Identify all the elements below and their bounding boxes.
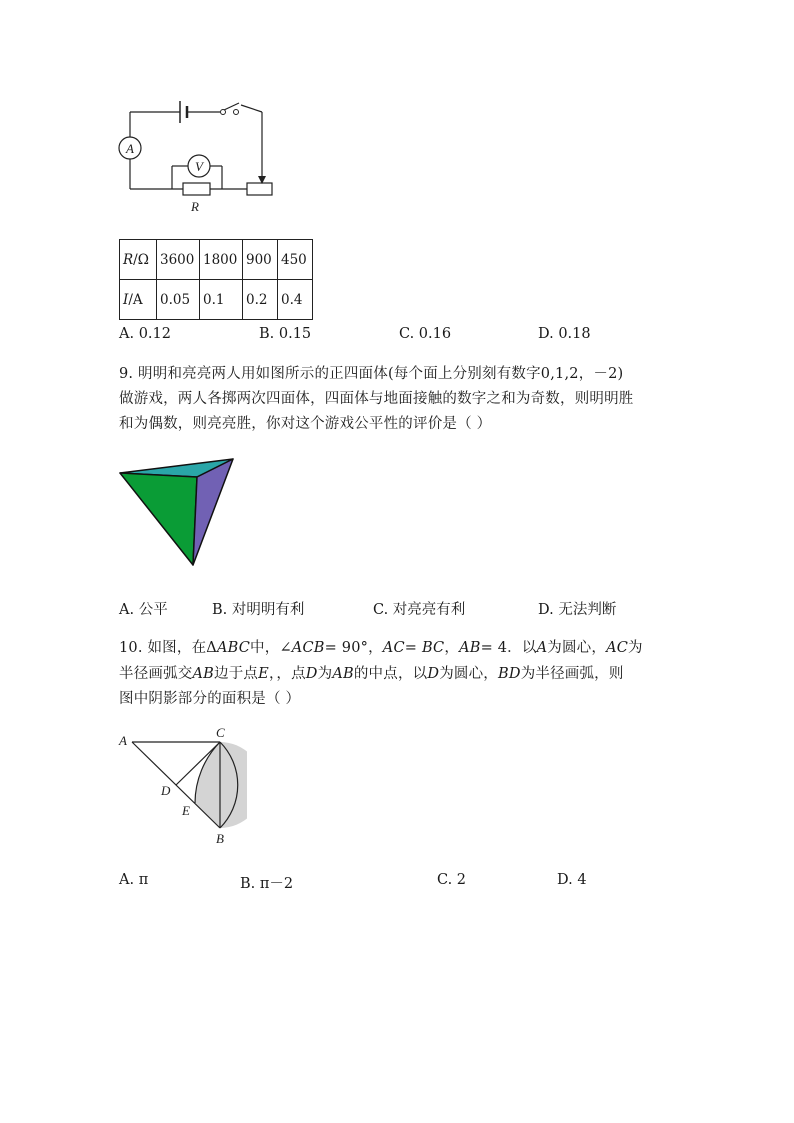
table-cell: 1800 xyxy=(200,240,243,280)
table-cell: 450 xyxy=(278,240,313,280)
q10-option-b[interactable]: B. π－2 xyxy=(240,876,294,892)
resistance-current-table xyxy=(119,239,313,320)
svg-text:A: A xyxy=(126,141,134,156)
table-row xyxy=(120,240,313,280)
geometry-figure xyxy=(112,722,247,850)
circuit-diagram xyxy=(110,92,285,217)
label-d: D xyxy=(161,783,171,798)
label-e: E xyxy=(182,803,190,818)
q9-line-3: 和为偶数，则亮亮胜，你对这个游戏公平性的评价是（ ） xyxy=(119,416,492,432)
resistor xyxy=(183,183,210,195)
q10-line-3: 图中阴影部分的面积是（ ） xyxy=(119,691,301,707)
table-cell: 0.4 xyxy=(278,280,313,320)
q8-option-d[interactable]: D. 0.18 xyxy=(538,326,591,342)
q9-option-d[interactable]: D. 无法判断 xyxy=(538,602,617,618)
table-cell: 3600 xyxy=(157,240,200,280)
table-cell: R/Ω xyxy=(120,240,157,280)
ammeter xyxy=(119,137,141,159)
label-c: C xyxy=(216,725,225,740)
label-b: B xyxy=(216,831,224,846)
table-cell: 0.2 xyxy=(243,280,278,320)
q9-option-c[interactable]: C. 对亮亮有利 xyxy=(373,602,466,618)
q10-option-d[interactable]: D. 4 xyxy=(557,872,587,888)
resistor-label: R xyxy=(191,199,199,214)
rheostat xyxy=(247,183,272,195)
table-cell: 900 xyxy=(243,240,278,280)
q8-option-b[interactable]: B. 0.15 xyxy=(259,326,312,342)
q8-option-a[interactable]: A. 0.12 xyxy=(119,326,171,342)
q10-line-1: 10. 如图，在ΔABC中，∠ACB= 90°，AC= BC，AB= 4．以A为圆心，AC为 xyxy=(119,640,643,656)
svg-text:V: V xyxy=(195,159,203,174)
q9-line-1: 9. 明明和亮亮两人用如图所示的正四面体(每个面上分别刻有数字0,1,2，－2) xyxy=(119,366,624,382)
q10-option-a[interactable]: A. π xyxy=(119,872,149,888)
voltmeter xyxy=(188,155,210,177)
q9-option-b[interactable]: B. 对明明有利 xyxy=(212,602,305,618)
table-cell: I/A xyxy=(120,280,157,320)
switch xyxy=(221,103,240,115)
table-row xyxy=(120,280,313,320)
shaded-region xyxy=(195,742,247,828)
q9-line-2: 做游戏，两人各掷两次四面体，四面体与地面接触的数字之和为奇数，则明明胜 xyxy=(119,391,634,407)
tetrahedron-figure xyxy=(115,455,240,570)
table-cell: 0.1 xyxy=(200,280,243,320)
q10-option-c[interactable]: C. 2 xyxy=(437,872,467,888)
q8-option-c[interactable]: C. 0.16 xyxy=(399,326,452,342)
q9-option-a[interactable]: A. 公平 xyxy=(119,602,168,618)
table-cell: 0.05 xyxy=(157,280,200,320)
label-a: A xyxy=(119,733,127,748)
q10-line-2: 半径画弧交AB边于点E，，点D为AB的中点，以D为圆心，BD为半径画弧，则 xyxy=(119,666,624,682)
tetrahedron-left-face xyxy=(120,473,197,565)
